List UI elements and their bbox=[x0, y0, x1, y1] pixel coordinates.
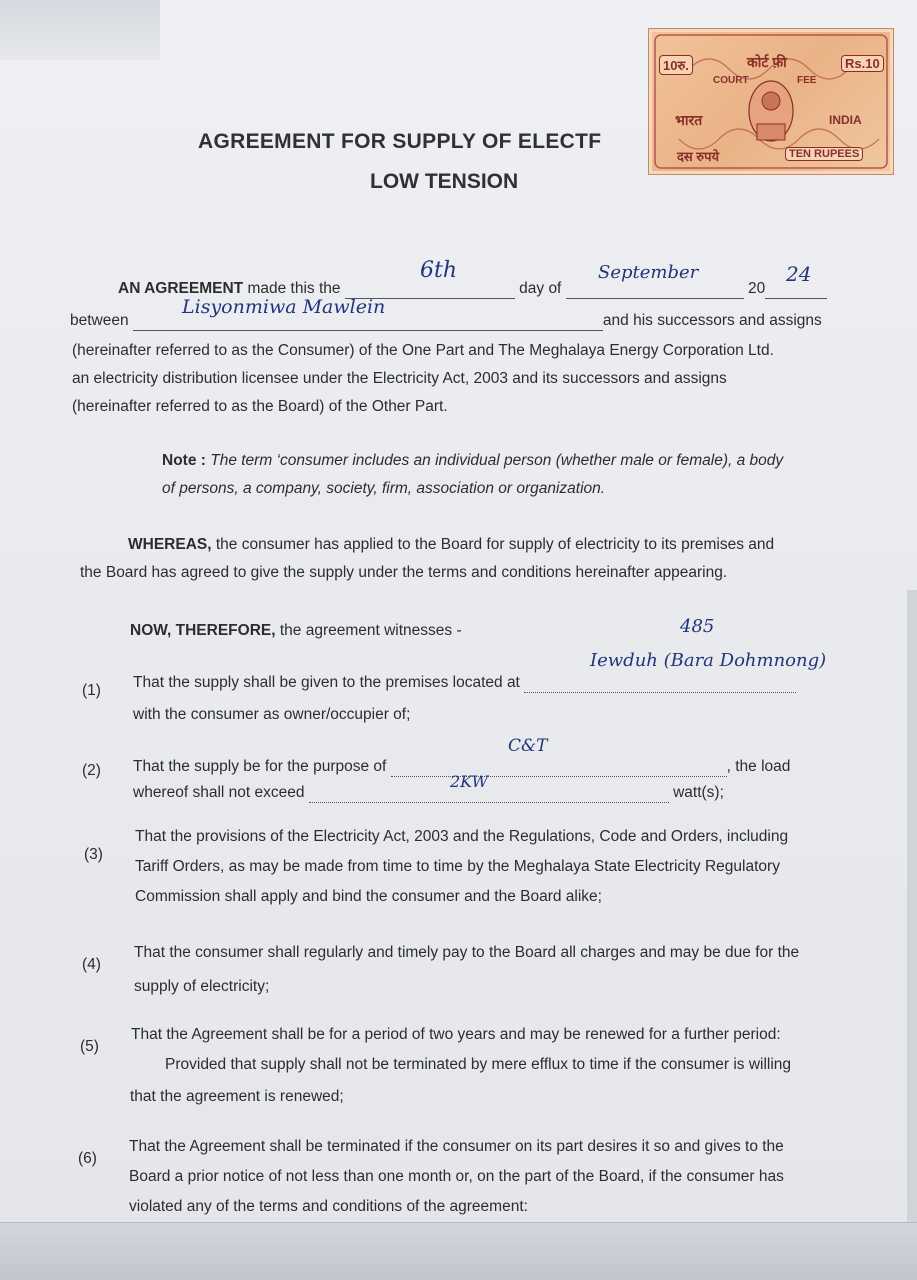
clause-6-line-1: That the Agreement shall be terminated if the consumer on its part desires it so and gives to the bbox=[129, 1138, 784, 1155]
hand-month: September bbox=[598, 262, 699, 283]
clause-2-text-2: whereof shall not exceed bbox=[133, 784, 305, 801]
intro-line-3: (hereinafter referred to as the Consumer) of the One Part and The Meghalaya Energy Corporation Ltd. bbox=[72, 342, 774, 359]
clause-1-number: (1) bbox=[82, 682, 101, 699]
stamp-hindi-top: कोर्ट फ़ी bbox=[747, 54, 787, 70]
purpose-blank bbox=[391, 758, 727, 777]
clause-2-text-1-end: , the load bbox=[726, 758, 791, 775]
document-subtitle: LOW TENSION bbox=[370, 170, 519, 193]
premises-blank bbox=[524, 674, 796, 693]
clause-5-line-1: That the Agreement shall be for a period of two years and may be renewed for a further period: bbox=[131, 1026, 781, 1043]
hand-number: 485 bbox=[680, 616, 715, 637]
hand-load: 2KW bbox=[450, 772, 489, 791]
document-title: AGREEMENT FOR SUPPLY OF ELECTF bbox=[198, 130, 602, 153]
clause-1-line-1 bbox=[133, 674, 796, 693]
page-edge-shadow bbox=[0, 0, 160, 60]
stamp-value-right: Rs.10 bbox=[841, 55, 884, 72]
clause-1-text-1: That the supply shall be given to the premises located at bbox=[133, 674, 520, 691]
clause-6-line-3: violated any of the terms and conditions of the agreement: bbox=[129, 1198, 528, 1215]
clause-3-line-3: Commission shall apply and bind the consumer and the Board alike; bbox=[135, 888, 602, 905]
hand-purpose: C&T bbox=[508, 736, 548, 756]
clause-6-number: (6) bbox=[78, 1150, 97, 1167]
clause-4-number: (4) bbox=[82, 956, 101, 973]
stamp-hindi-bottom: दस रुपये bbox=[677, 149, 720, 164]
hand-day: 6th bbox=[420, 258, 458, 283]
clause-3-line-1: That the provisions of the Electricity Act, 2003 and the Regulations, Code and Orders, including bbox=[135, 828, 789, 845]
now-therefore-line bbox=[130, 622, 462, 640]
intro-line-4: an electricity distribution licensee under the Electricity Act, 2003 and its successors and assigns bbox=[72, 370, 727, 387]
hand-consumer-name: Lisyonmiwa Mawlein bbox=[182, 296, 386, 318]
whereas-lead: WHEREAS, bbox=[128, 536, 212, 553]
clause-4-line-2: supply of electricity; bbox=[134, 978, 270, 995]
clause-1-line-2: with the consumer as owner/occupier of; bbox=[133, 706, 411, 723]
load-blank bbox=[309, 784, 669, 803]
whereas-line-1 bbox=[128, 536, 774, 554]
stamp-ten-rupees: TEN RUPEES bbox=[785, 147, 863, 161]
now-rest: the agreement witnesses - bbox=[275, 622, 462, 639]
note-label: Note : bbox=[162, 452, 206, 469]
note-line-1 bbox=[162, 452, 783, 470]
page-bottom-edge bbox=[0, 1222, 917, 1280]
stamp-value-left: 10रु. bbox=[659, 55, 693, 75]
clause-6-line-2: Board a prior notice of not less than one month or, on the part of the Board, if the consumer has bbox=[129, 1168, 784, 1185]
between-label: between bbox=[70, 312, 129, 329]
stamp-fee: FEE bbox=[797, 75, 817, 86]
right-edge-shadow bbox=[907, 590, 917, 1230]
intro-lead: AN AGREEMENT bbox=[118, 280, 244, 297]
hand-location: Iewduh (Bara Dohmnong) bbox=[590, 650, 827, 671]
whereas-text-1: the consumer has applied to the Board for supply of electricity to its premises and bbox=[211, 536, 775, 553]
stamp-bharat: भारत bbox=[675, 112, 703, 128]
note-line-2: of persons, a company, society, firm, association or organization. bbox=[162, 480, 606, 497]
clause-2-text-1: That the supply be for the purpose of bbox=[133, 758, 387, 775]
year-prefix: 20 bbox=[748, 280, 766, 297]
intro-lead-rest: made this the bbox=[243, 280, 341, 297]
stamp-india: INDIA bbox=[829, 113, 862, 127]
clause-3-line-2: Tariff Orders, as may be made from time to time by the Meghalaya State Electricity Regulatory bbox=[135, 858, 780, 875]
hand-year: 24 bbox=[786, 262, 812, 286]
now-lead: NOW, THEREFORE, bbox=[130, 622, 276, 639]
court-fee-stamp bbox=[648, 28, 894, 175]
note-text-1: The term ‘consumer includes an individual person (whether male or female), a body bbox=[205, 452, 784, 469]
clause-3-number: (3) bbox=[84, 846, 103, 863]
successors-label: and his successors and assigns bbox=[602, 312, 822, 329]
clause-5-line-2: Provided that supply shall not be terminated by mere efflux to time if the consumer is willing bbox=[165, 1056, 792, 1073]
clause-2-number: (2) bbox=[82, 762, 101, 779]
clause-5-number: (5) bbox=[80, 1038, 99, 1055]
day-of-label: day of bbox=[519, 280, 562, 297]
clause-2-text-2-end: watt(s); bbox=[673, 784, 724, 801]
stamp-court: COURT bbox=[713, 75, 749, 86]
clause-5-line-3: that the agreement is renewed; bbox=[130, 1088, 344, 1105]
whereas-line-2: the Board has agreed to give the supply under the terms and conditions hereinafter appearing. bbox=[80, 564, 728, 581]
clause-4-line-1: That the consumer shall regularly and timely pay to the Board all charges and may be due for the bbox=[134, 944, 800, 961]
clause-2-line-2 bbox=[133, 784, 724, 803]
intro-line-5: (hereinafter referred to as the Board) of the Other Part. bbox=[72, 398, 448, 415]
